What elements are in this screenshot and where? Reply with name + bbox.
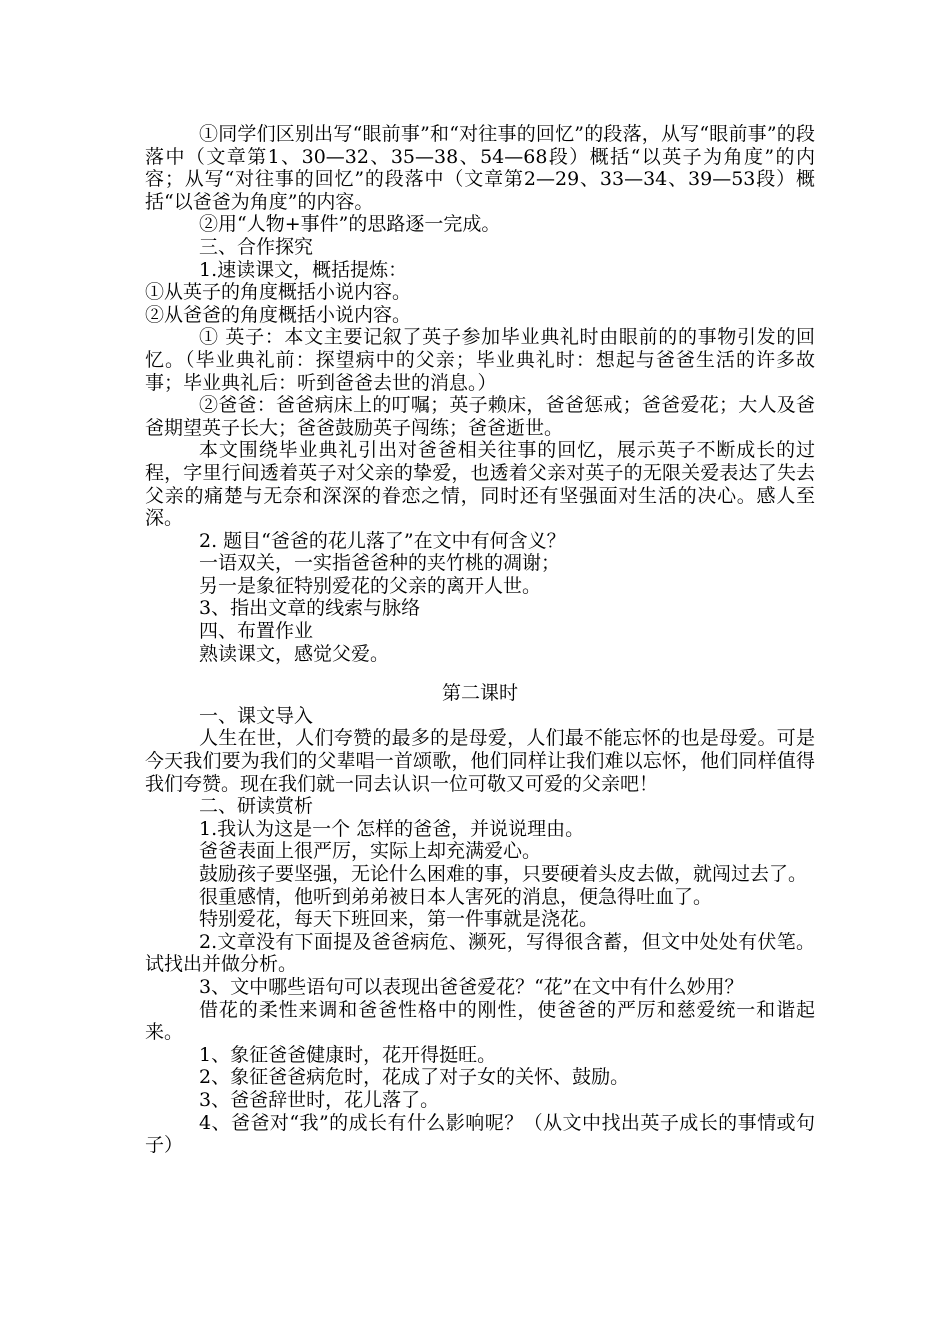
paragraph: ②用“人物+事件”的思路逐一完成。: [199, 213, 501, 236]
paragraph: 本文围绕毕业典礼引出对爸爸相关往事的回忆，展示英子不断成长的过程，字里行间透着英子对父亲的挚爱，也透着父亲对英子的无限关爱表达了失去父亲的痛楚与无奈和深深的眷恋之情，同时还有坚强面对生活的决心。感人至深。: [145, 439, 815, 530]
paragraph: 一语双关，一实指爸爸种的夹竹桃的凋谢；: [199, 552, 561, 575]
paragraph: ①从英子的角度概括小说内容。: [145, 281, 412, 304]
paragraph: 1.速读课文，概括提炼：: [199, 258, 408, 281]
subheading: 二、研读赏析: [199, 795, 314, 818]
paragraph: ①同学们区别出写“眼前事”和“对往事的回忆”的段落，从写“眼前事”的段落中（文章第1、30—32、35—38、54—68段）概括“以英子为角度”的内容；从写“对往事的回忆”的段落中（文章第2—29、33—34、39—53段）概括“以爸爸为角度”的内容。: [145, 123, 815, 213]
paragraph: 4、爸爸对“我”的成长有什么影响呢？（从文中找出英子成长的事情或句子）: [145, 1111, 815, 1157]
paragraph: 1.我认为这是一个 怎样的爸爸，并说说理由。: [199, 817, 585, 840]
paragraph: ②从爸爸的角度概括小说内容。: [145, 303, 412, 326]
paragraph: 另一是象征特别爱花的父亲的离开人世。: [199, 574, 542, 597]
paragraph: 人生在世，人们夸赞的最多的是母爱，人们最不能忘怀的也是母爱。可是今天我们要为我们的父辈唱一首颂歌，他们同样让我们难以忘怀，他们同样值得我们夸赞。现在我们就一同去认识一位可敬又可爱的父亲吧！: [145, 727, 815, 795]
paragraph: 3、文中哪些语句可以表现出爸爸爱花？“花”在文中有什么妙用？: [199, 975, 744, 998]
paragraph: ① 英子：本文主要记叙了英子参加毕业典礼时由眼前的的事物引发的回忆。（毕业典礼前：探望病中的父亲；毕业典礼时：想起与爸爸生活的许多故事；毕业典礼后：听到爸爸去世的消息。）: [145, 326, 815, 394]
paragraph: 熟读课文，感觉父爱。: [199, 642, 390, 665]
paragraph: 2.文章没有下面提及爸爸病危、濒死，写得很含蓄，但文中处处有伏笔。试找出并做分析。: [145, 930, 815, 976]
paragraph: 1、象征爸爸健康时，花开得挺旺。: [199, 1043, 497, 1066]
paragraph: ②爸爸：爸爸病床上的叮嘱；英子赖床，爸爸惩戒；爸爸爱花；大人及爸爸期望英子长大；爸爸鼓励英子闯练；爸爸逝世。: [145, 394, 815, 439]
paragraph: 2. 题目“爸爸的花儿落了”在文中有何含义？: [199, 529, 566, 552]
paragraph: 3、爸爸辞世时，花儿落了。: [199, 1088, 440, 1111]
paragraph: 爸爸表面上很严厉，实际上却充满爱心。: [199, 840, 542, 863]
section-heading: 第二课时: [441, 682, 518, 705]
subheading: 一、课文导入: [199, 704, 314, 727]
paragraph: 2、象征爸爸病危时，花成了对子女的关怀、鼓励。: [199, 1066, 630, 1089]
paragraph: 特别爱花，每天下班回来，第一件事就是浇花。: [199, 908, 599, 931]
document-body: [145, 123, 815, 1157]
paragraph: 很重感情，他听到弟弟被日本人害死的消息，便急得吐血了。: [199, 885, 713, 908]
paragraph: 3、指出文章的线索与脉络: [199, 597, 421, 620]
subheading: 四、布置作业: [199, 620, 314, 643]
paragraph: 借花的柔性来调和爸爸性格中的刚性，使爸爸的严厉和慈爱统一和谐起来。: [145, 998, 815, 1044]
paragraph: 鼓励孩子要坚强，无论什么困难的事，只要硬着头皮去做，就闯过去了。: [199, 863, 808, 885]
subheading: 三、合作探究: [199, 235, 314, 258]
